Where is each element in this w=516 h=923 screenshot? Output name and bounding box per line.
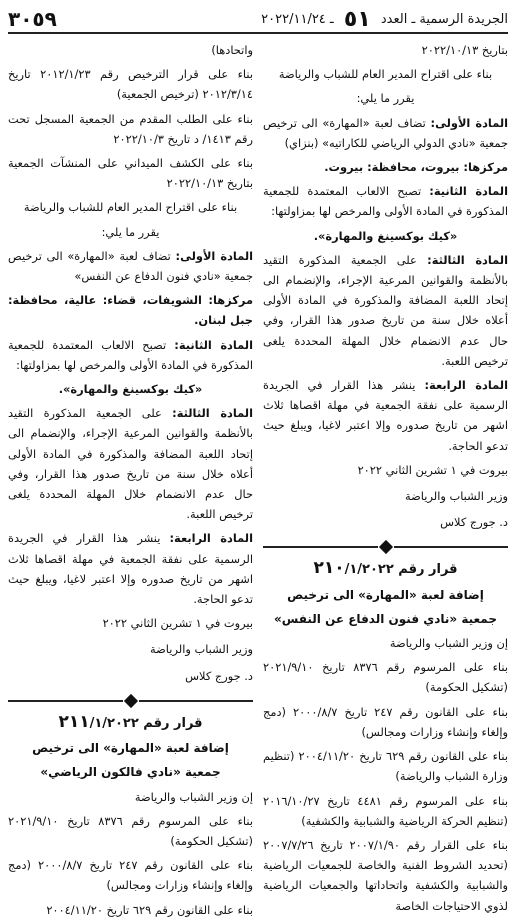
paragraph: بتاريخ ٢٠٢٢/١٠/١٣ [421, 43, 508, 57]
article-label: المادة الثالثة: [172, 406, 253, 421]
paragraph: بناء على اقتراح المدير العام للشباب والرياضة [278, 67, 493, 82]
divider-line [8, 700, 123, 702]
columns [8, 40, 508, 917]
paragraph: بناء على القانون رقم ٢٤٧ تاريخ ٢٠٠٠/٨/٧ (دمج وإلغاء وإنشاء وزارات ومجالس) [8, 858, 253, 893]
article-1 [263, 113, 508, 153]
gazette-title [261, 7, 508, 32]
article-label: المادة الرابعة: [169, 531, 253, 546]
decision-number: ٢١١ [58, 711, 90, 732]
games-list: «كيك بوكسينغ والمهارة». [313, 228, 458, 243]
decision-prefix: قرار رقم [143, 715, 203, 731]
paragraph: مركزها: بيروت، محافظة: بيروت. [324, 160, 508, 175]
page-header [8, 6, 508, 34]
paragraph: بناء على القانون رقم ٦٢٩ تاريخ ٢٠٠٤/١١/٢٠ [46, 902, 253, 917]
page-number: ٣٠٥٩ [8, 7, 57, 31]
article-label: المادة الأولى: [430, 115, 508, 130]
paragraph: يقرر ما يلي: [101, 224, 160, 239]
signature-name: د. جورج كلاس [185, 668, 253, 683]
signature-block [8, 613, 253, 686]
decision-subtitle: إضافة لعبة «المهارة» الى ترخيص [32, 741, 229, 756]
signature-title: وزير الشباب والرياضة [405, 489, 508, 504]
paragraph: واتحادها) [211, 43, 253, 57]
section-divider [263, 542, 508, 552]
article-2 [8, 335, 253, 375]
article-label: المادة الثانية: [174, 337, 253, 352]
left-column [8, 40, 253, 917]
signature-block [263, 460, 508, 533]
section-divider [8, 696, 253, 706]
article-text: تضاف لعبة «المهارة» الى ترخيص جمعية «نادي فنون الدفاع عن النفس» [8, 248, 253, 284]
divider-line [139, 700, 254, 702]
paragraph: بناء على الطلب المقدم من الجمعية المسجل تحت رقم ١٤١٣/ د تاريخ ٢٠٢٢/١٠/٣ [8, 111, 253, 146]
issue-number: ٥١ [343, 6, 371, 32]
article-3 [8, 403, 253, 524]
article-text: تصبح الالعاب المعتمدة للجمعية المذكورة في المادة الأولى والمرخص لها بمزاولتها: [8, 337, 253, 372]
article-label: المادة الأولى: [175, 248, 253, 263]
signature-date: بيروت في ١ تشرين الثاني ٢٠٢٢ [357, 462, 508, 477]
decision-subtitle: جمعية «نادي فالكون الرياضي» [40, 765, 221, 780]
article-label: المادة الرابعة: [424, 378, 508, 393]
decision-number: ٢١٠ [313, 558, 345, 579]
article-text: ينشر هذا القرار في الجريدة الرسمية على نفقة الجمعية في مهلة اقصاها ثلاث اشهر من تاريخ صدوره وإلا اعتبر لاغيا، ويبلغ حيث تدعو الحاجة. [263, 378, 508, 453]
signature-name: د. جورج كلاس [440, 515, 508, 530]
article-text: على الجمعية المذكورة التقيد بالأنظمة والقوانين المرعية الإجراء، والإنضمام الى إتحاد اللعبة المضافة والمذكورة في المادة الأولى أعلاه خلال سنة من تاريخ صدور هذا القرار، وفي حال عدم الانضمام خلال المهلة المحددة يلغى ترخيص اللعبة. [8, 406, 253, 522]
article-label: المادة الثالثة: [427, 252, 508, 267]
right-column [263, 40, 508, 917]
paragraph: بناء على الكشف الميداني على المنشآت الجمعية بتاريخ ٢٠٢٢/١٠/١٣ [8, 156, 253, 191]
divider-diamond [378, 540, 392, 554]
paragraph: بناء على قرار الترخيص رقم ٢٠١٢/١/٢٣ تاريخ ٢٠١٢/٣/١٤ (ترخيص الجمعية) [8, 67, 253, 102]
paragraph: بناء على القانون رقم ٦٢٩ تاريخ ٢٠٠٤/١١/٢٠ (تنظيم وزارة الشباب والرياضة) [263, 749, 508, 784]
decision-subtitle: إضافة لعبة «المهارة» الى ترخيص [287, 587, 484, 602]
issue-date: ـ ٢٠٢٢/١١/٢٤ [261, 11, 334, 27]
decision-suffix: /١/٢٠٢٢ [344, 562, 394, 578]
paragraph: بناء على المرسوم رقم ٨٣٧٦ تاريخ ٢٠٢١/٩/١٠ (تشكيل الحكومة) [8, 813, 253, 848]
divider-diamond [123, 694, 137, 708]
divider-line [394, 546, 509, 548]
paragraph: بناء على اقتراح المدير العام للشباب والرياضة [23, 200, 238, 215]
paragraph: بناء على القانون رقم ٢٤٧ تاريخ ٢٠٠٠/٨/٧ (دمج وإلغاء وإنشاء وزارات ومجالس) [263, 704, 508, 739]
article-text: تضاف لعبة «المهارة» الى ترخيص جمعية «نادي الدولي الرياضي للكاراتيه» (بنزاي) [263, 115, 508, 150]
signature-title: وزير الشباب والرياضة [150, 642, 253, 657]
article-1 [8, 246, 253, 286]
article-2 [263, 181, 508, 221]
article-3 [263, 250, 508, 371]
decision-suffix: /١/٢٠٢٢ [89, 715, 139, 731]
paragraph: بناء على المرسوم رقم ٤٤٨١ تاريخ ٢٠١٦/١٠/٢٧ (تنظيم الحركة الرياضية والشبابية والكشفية) [263, 793, 508, 828]
decision-subtitle: جمعية «نادي فنون الدفاع عن النفس» [274, 611, 497, 626]
paragraph: يقرر ما يلي: [356, 91, 415, 106]
article-4 [8, 528, 253, 609]
paragraph: إن وزير الشباب والرياضة [389, 636, 508, 651]
article-text: على الجمعية المذكورة التقيد بالأنظمة والقوانين المرعية الإجراء، والإنضمام الى إتحاد اللعبة المضافة والمذكورة في المادة الأولى أعلاه خلال سنة من تاريخ صدور هذا القرار، وفي حال عدم الانضمام خلال المهلة المحددة يلغى ترخيص اللعبة. [263, 252, 508, 368]
decision-title [8, 712, 253, 734]
decision-title [263, 558, 508, 580]
decision-prefix: قرار رقم [398, 562, 458, 578]
divider-line [263, 546, 378, 548]
article-4 [263, 375, 508, 456]
signature-date: بيروت في ١ تشرين الثاني ٢٠٢٢ [102, 616, 253, 631]
gazette-name: الجريدة الرسمية ـ العدد [380, 11, 508, 27]
paragraph: بناء على المرسوم رقم ٨٣٧٦ تاريخ ٢٠٢١/٩/١٠ (تشكيل الحكومة) [263, 660, 508, 695]
games-list: «كيك بوكسينغ والمهارة». [58, 382, 203, 397]
article-text: تصبح الالعاب المعتمدة للجمعية المذكورة في المادة الأولى والمرخص لها بمزاولتها: [263, 184, 508, 219]
paragraph: إن وزير الشباب والرياضة [134, 789, 253, 804]
article-text: ينشر هذا القرار في الجريدة الرسمية على نفقة الجمعية في مهلة اقصاها ثلاث اشهر من تاريخ صدوره وإلا اعتبر لاغيا، ويبلغ حيث تدعو الحاجة. [8, 531, 253, 607]
paragraph: بناء على القرار رقم ٢٠٠٧/١/٩٠ تاريخ ٢٠٠٧/٧/٢٦ (تحديد الشروط الفنية والخاصة للجمعيات الرياضية والشبابية والكشفية واتحاداتها والجمعيات الرياضية لذوي الاحتياجات الخاصة [263, 837, 508, 913]
article-label: المادة الثانية: [429, 184, 508, 199]
paragraph: مركزها: الشويفات، قضاء: عالية، محافظة: جبل لبنان. [8, 293, 253, 328]
